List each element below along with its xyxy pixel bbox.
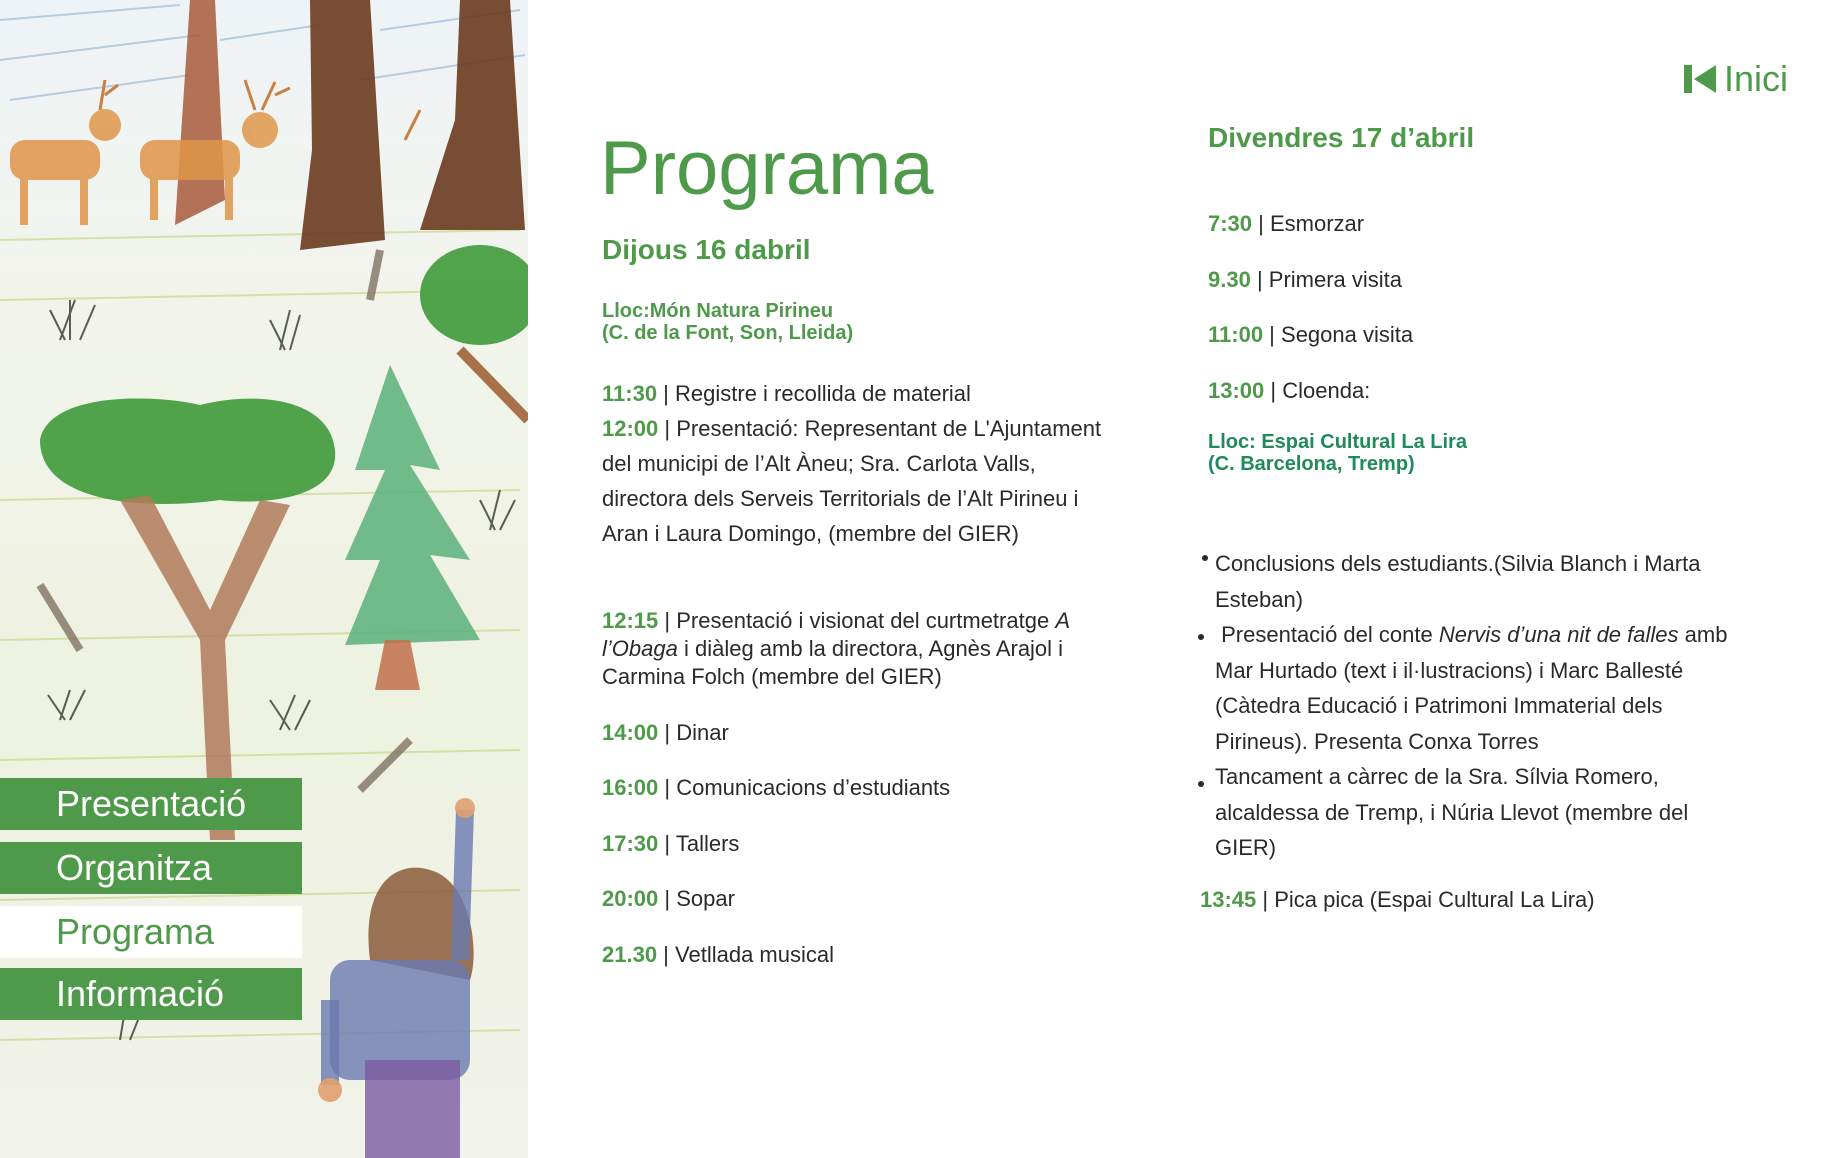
entry-time: 17:30 (602, 831, 659, 856)
closing-item: Tancament a càrrec de la Sra. Sílvia Romero, alcaldessa de Tremp, i Núria Llevot (membre del GIER) (1215, 764, 1689, 860)
entry-time: 11:00 (1208, 322, 1264, 347)
entry-text: Presentació i visionat del curtmetratge (676, 608, 1056, 633)
closing-item (1215, 617, 1745, 759)
nav-presentacio[interactable]: Presentació (0, 778, 302, 830)
schedule-entry: 17:30 | Tallers (602, 831, 740, 856)
page-title: Programa (600, 126, 934, 211)
closing-text: amb Mar Hurtado (text i il·lustracions) i Marc Ballesté (Càtedra Educació i Patrimoni Immaterial dels Pirineus). Presenta Conxa Torres (1215, 622, 1728, 754)
entry-text: Cloenda: (1282, 378, 1371, 403)
home-label: Inici (1724, 58, 1789, 99)
schedule-entry: 11:30 | Registre i recollida de material (602, 381, 971, 406)
film-title: A l’Obaga (602, 608, 1070, 661)
entry-text: Segona visita (1281, 322, 1414, 347)
book-title: Nervis d’una nit de falles (1438, 622, 1679, 647)
entry-time: 20:00 (602, 886, 659, 911)
entry-text: Presentació: Representant de L'Ajuntament del municipi de l’Alt Àneu; Sra. Carlota Valls, directora dels Serveis Territorials de l’Alt Pirineu i Aran i Laura Domingo, (membre del GIER) (602, 416, 1102, 546)
nav-programa[interactable]: Programa (0, 906, 302, 958)
schedule-entry: 14:00 | Dinar (602, 720, 729, 745)
entry-time: 13:00 (1208, 378, 1265, 403)
entry-text: Esmorzar (1270, 211, 1365, 236)
day2-title: Divendres 17 d’abril (1208, 122, 1475, 153)
entry-time: 16:00 (602, 775, 659, 800)
entry-time: 7:30 (1208, 211, 1253, 236)
entry-text: Tallers (675, 831, 740, 856)
nav-organitza[interactable]: Organitza (0, 842, 302, 894)
entry-time: 14:00 (602, 720, 659, 745)
schedule-entry: 9.30 | Primera visita (1208, 267, 1403, 292)
day1-place-name: Lloc:Món Natura Pirineu (602, 300, 834, 322)
closing-text: Presentació del conte (1221, 622, 1439, 647)
entry-text: Vetllada musical (675, 942, 834, 967)
day1-place (602, 300, 853, 344)
entry-time: 12:00 (602, 416, 659, 441)
day2-place (1208, 431, 1467, 475)
day1-place-address: (C. de la Font, Son, Lleida) (602, 322, 854, 344)
entry-time: 21.30 (602, 942, 658, 967)
entry-time: 13:45 (1200, 887, 1257, 912)
entry-text: Dinar (676, 720, 729, 745)
entry-text: Pica pica (Espai Cultural La Lira) (1274, 887, 1595, 912)
day2-place-address: (C. Barcelona, Tremp) (1208, 453, 1415, 475)
closing-item: Conclusions dels estudiants.(Silvia Blanch i Marta Esteban) (1215, 551, 1701, 612)
entry-time: 12:15 (602, 608, 659, 633)
entry-text: Comunicacions d’estudiants (676, 775, 951, 800)
day2-place-name: Lloc: Espai Cultural La Lira (1208, 431, 1467, 453)
entry-text: Registre i recollida de material (675, 381, 971, 406)
entry-time: 9.30 (1208, 267, 1251, 292)
schedule-entry: 7:30 | Esmorzar (1208, 211, 1365, 236)
schedule-entry: 12:15 | Presentació i visionat del curtmetratge A l’Obaga i diàleg amb la directora, Agnès Arajol i Carmina Folch (membre del GIER) (602, 608, 1070, 689)
home-link[interactable] (1684, 58, 1788, 100)
schedule-entry: 12:00 | Presentació: Representant de L'Ajuntament del municipi de l’Alt Àneu; Sra. Carlota Valls, directora dels Serveis Territorials de l’Alt Pirineu i Aran i Laura Domingo, (membre del GIER) (602, 416, 1102, 546)
entry-time: 11:30 (602, 381, 658, 406)
schedule-entry: 16:00 | Comunicacions d’estudiants (602, 775, 951, 800)
day1-title: Dijous 16 dabril (602, 234, 811, 265)
nav-informacio[interactable]: Informació (0, 968, 302, 1020)
entry-text: Sopar (676, 886, 735, 911)
entry-text: Primera visita (1268, 267, 1403, 292)
bullet-dot (1198, 634, 1204, 640)
schedule-entry: 21.30 | Vetllada musical (602, 942, 834, 967)
skip-back-icon (1684, 65, 1716, 93)
schedule-entry: 11:00 | Segona visita (1208, 322, 1414, 347)
schedule-entry: 13:00 | Cloenda: (1208, 378, 1371, 403)
schedule-entry: 20:00 | Sopar (602, 886, 735, 911)
entry-text: i diàleg amb la directora, Agnès Arajol i Carmina Folch (membre del GIER) (602, 636, 1064, 689)
bullet-dot (1198, 781, 1204, 787)
schedule-entry: 13:45 | Pica pica (Espai Cultural La Lira) (1200, 887, 1595, 912)
bullet-dot (1202, 555, 1208, 561)
